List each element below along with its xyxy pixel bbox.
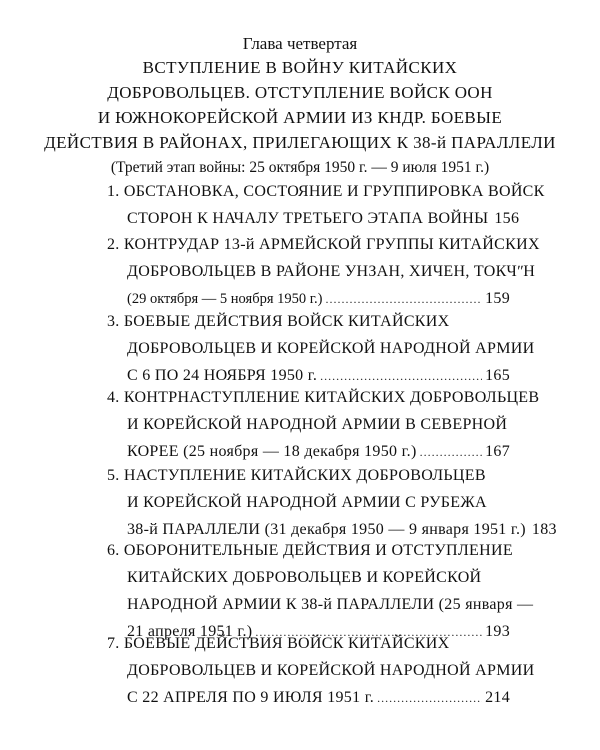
toc-entry-last-line [107, 205, 520, 232]
page-number: 159 [485, 290, 510, 307]
page-number: 167 [485, 443, 510, 460]
toc-entry-text: С 6 ПО 24 НОЯБРЯ 1950 г. [127, 367, 318, 384]
chapter-title-line-4: ДЕЙСТВИЯ В РАЙОНАХ, ПРИЛЕГАЮЩИХ К 38-й ПАРАЛЛЕЛИ [44, 133, 556, 152]
toc-entry-2[interactable] [107, 231, 540, 312]
toc-entry-line: 6. ОБОРОНИТЕЛЬНЫЕ ДЕЙСТВИЯ И ОТСТУПЛЕНИЕ [107, 542, 513, 559]
toc-entry-text: 21 апреля 1951 г.) [127, 623, 253, 640]
toc-entry-text: КОРЕЕ (25 ноября — 18 декабря 1950 г.) [127, 443, 417, 460]
toc-entry-text: 38-й ПАРАЛЛЕЛИ (31 декабря 1950 — 9 января 1951 г.) [127, 521, 526, 538]
toc-entry-3[interactable] [107, 308, 535, 389]
chapter-period: (Третий этап войны: 25 октября 1950 г. — 9 июля 1951 г.) [110, 159, 490, 176]
toc-entry-5[interactable] [107, 462, 557, 543]
toc-entry-6[interactable] [107, 537, 534, 645]
toc-entry-text: СТОРОН К НАЧАЛУ ТРЕТЬЕГО ЭТАПА ВОЙНЫ [127, 210, 489, 227]
dot-leader [377, 685, 482, 712]
toc-entry-1[interactable] [107, 178, 545, 232]
toc-entry-line: 7. БОЕВЫЕ ДЕЙСТВИЯ ВОЙСК КИТАЙСКИХ [107, 635, 450, 652]
toc-entry-line: КИТАЙСКИХ ДОБРОВОЛЬЦЕВ И КОРЕЙСКОЙ [127, 569, 482, 586]
toc-entry-line: 4. КОНТРНАСТУПЛЕНИЕ КИТАЙСКИХ ДОБРОВОЛЬЦЕВ [107, 389, 540, 406]
chapter-title-line-1: ВСТУПЛЕНИЕ В ВОЙНУ КИТАЙСКИХ [142, 58, 458, 77]
toc-entry-line: 2. КОНТРУДАР 13-й АРМЕЙСКОЙ ГРУППЫ КИТАЙСКИХ [107, 236, 540, 253]
chapter-title-line-2: ДОБРОВОЛЬЦЕВ. ОТСТУПЛЕНИЕ ВОЙСК ООН [107, 83, 493, 102]
chapter-label: Глава четвертая [242, 34, 358, 53]
toc-entry-line: ДОБРОВОЛЬЦЕВ И КОРЕЙСКОЙ НАРОДНОЙ АРМИИ [127, 340, 535, 357]
toc-entry-last-line [107, 684, 510, 711]
toc-entry-line: И КОРЕЙСКОЙ НАРОДНОЙ АРМИИ С РУБЕЖА [127, 494, 487, 511]
page-number: 193 [485, 623, 510, 640]
toc-entry-last-line [107, 438, 510, 465]
toc-entry-4[interactable] [107, 384, 540, 465]
toc-entry-line: НАРОДНОЙ АРМИИ К 38-й ПАРАЛЛЕЛИ (25 января — [127, 596, 534, 613]
chapter-title-line-3: И ЮЖНОКОРЕЙСКОЙ АРМИИ ИЗ КНДР. БОЕВЫЕ [97, 108, 503, 127]
toc-entry-7[interactable] [107, 630, 535, 711]
toc-entry-line: 3. БОЕВЫЕ ДЕЙСТВИЯ ВОЙСК КИТАЙСКИХ [107, 313, 450, 330]
toc-entry-line: И КОРЕЙСКОЙ НАРОДНОЙ АРМИИ В СЕВЕРНОЙ [127, 416, 508, 433]
toc-entry-text: (29 октября — 5 ноября 1950 г.) [127, 291, 323, 307]
page-number: 214 [485, 689, 510, 706]
page-number: 165 [485, 367, 510, 384]
toc-entry-line: 1. ОБСТАНОВКА, СОСТОЯНИЕ И ГРУППИРОВКА ВОЙСК [107, 183, 545, 200]
toc-entry-text: С 22 АПРЕЛЯ ПО 9 ИЮЛЯ 1951 г. [127, 689, 375, 706]
toc-entry-line: 5. НАСТУПЛЕНИЕ КИТАЙСКИХ ДОБРОВОЛЬЦЕВ [107, 467, 486, 484]
page-number: 156 [494, 210, 520, 227]
toc-entry-line: ДОБРОВОЛЬЦЕВ И КОРЕЙСКОЙ НАРОДНОЙ АРМИИ [127, 662, 535, 679]
page-number: 183 [531, 521, 557, 538]
toc-entry-line: ДОБРОВОЛЬЦЕВ В РАЙОНЕ УНЗАН, ХИЧЕН, ТОКЧʺН [127, 263, 536, 280]
